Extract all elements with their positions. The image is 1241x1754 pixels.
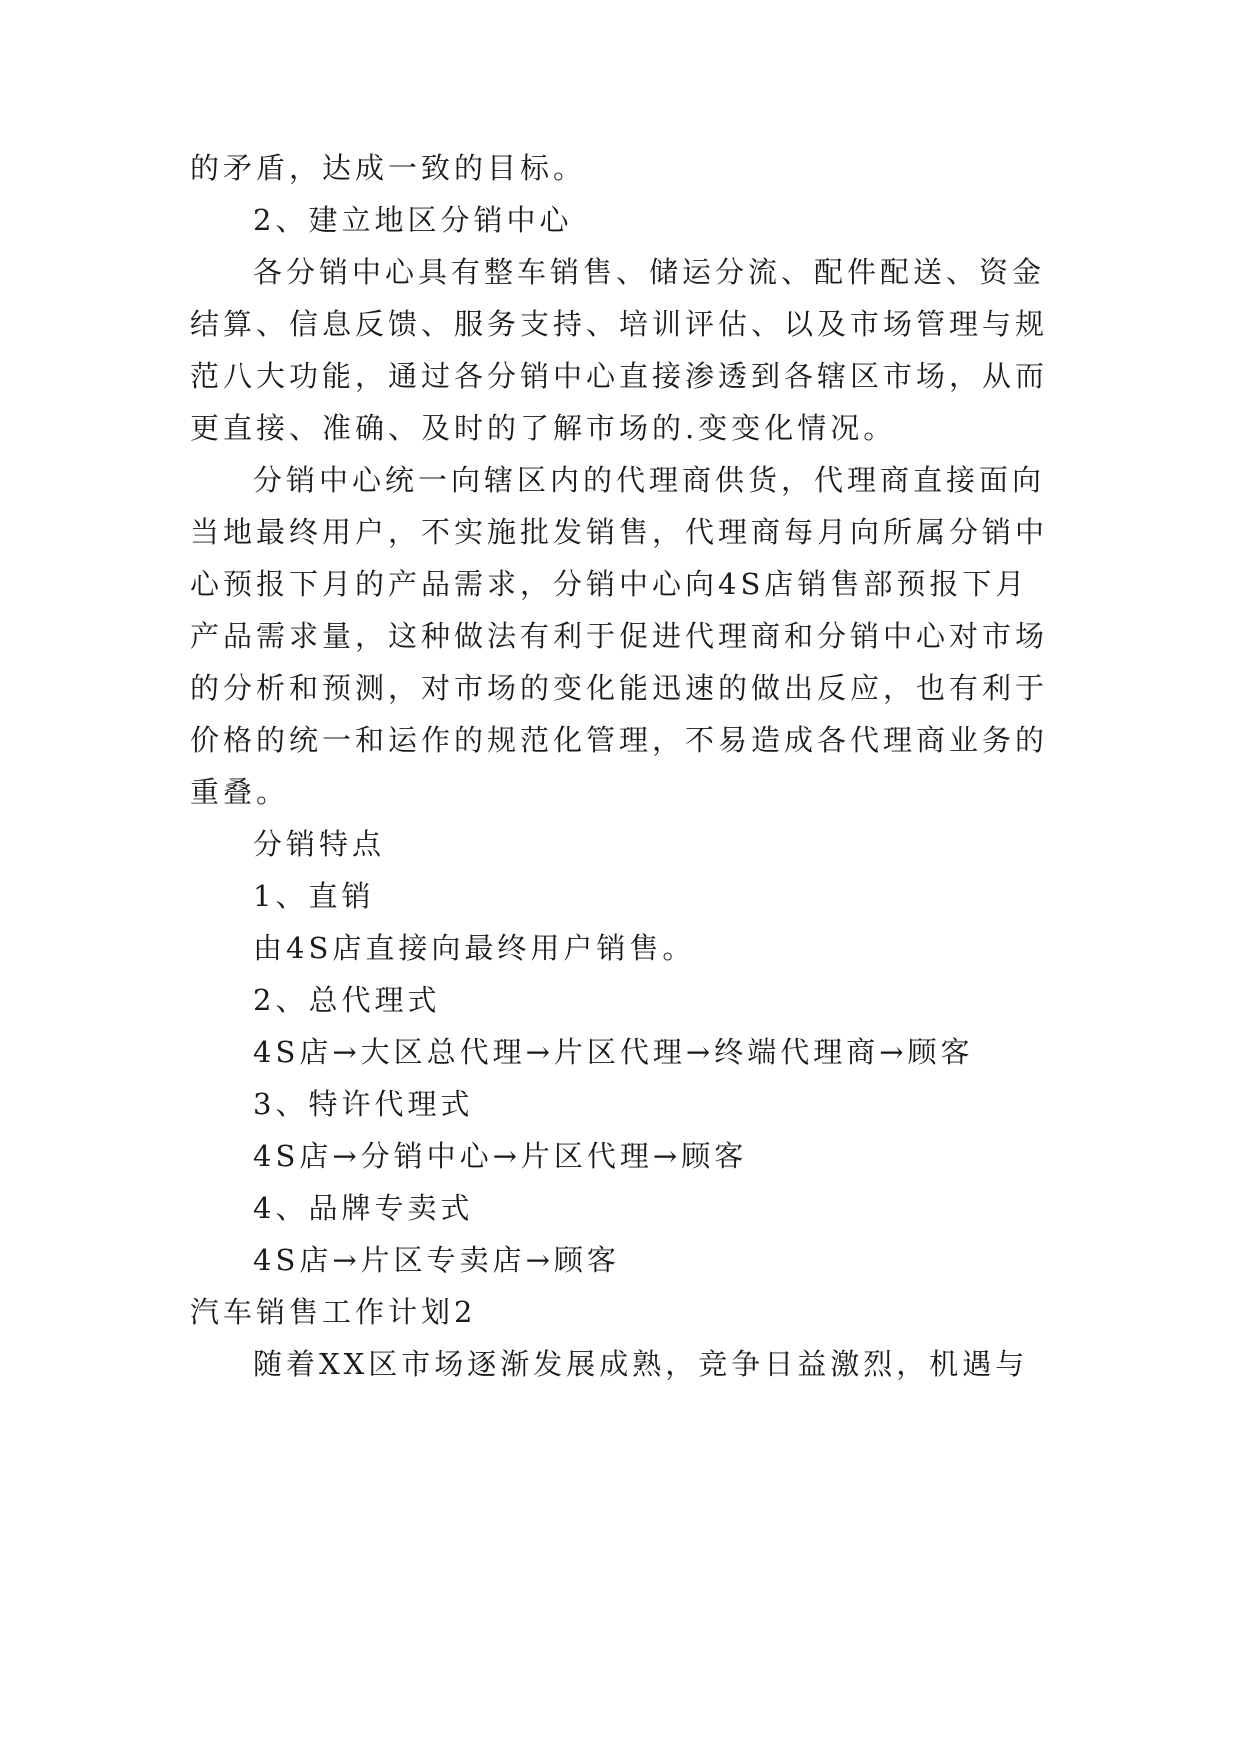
list-item-title: 2、总代理式 <box>253 983 441 1017</box>
text-line: 产品需求量，这种做法有利于促进代理商和分销中心对市场 <box>190 619 1049 653</box>
text-line: 心预报下月的产品需求，分销中心向4S店销售部预报下月 <box>190 567 1029 601</box>
list-item-text: 4S店→片区专卖店→顾客 <box>253 1243 620 1277</box>
text-line: 的矛盾，达成一致的目标。 <box>190 151 587 185</box>
list-item-title: 1、直销 <box>253 879 375 913</box>
list-item-text: 4S店→分销中心→片区代理→顾客 <box>253 1139 748 1173</box>
text-line: 结算、信息反馈、服务支持、培训评估、以及市场管理与规 <box>190 307 1049 341</box>
text-line: 重叠。 <box>190 775 290 809</box>
section-heading: 2、建立地区分销中心 <box>253 203 573 237</box>
text-line: 随着XX区市场逐渐发展成熟，竞争日益激烈，机遇与 <box>253 1347 1029 1381</box>
text-line: 更直接、准确、及时的了解市场的.变变化情况。 <box>190 411 897 445</box>
text-line: 的分析和预测，对市场的变化能迅速的做出反应，也有利于 <box>190 671 1049 705</box>
text-line: 各分销中心具有整车销售、储运分流、配件配送、资金 <box>253 255 1046 289</box>
text-line: 分销中心统一向辖区内的代理商供货，代理商直接面向 <box>253 463 1046 497</box>
list-item-title: 3、特许代理式 <box>253 1087 474 1121</box>
document-title: 汽车销售工作计划2 <box>190 1295 477 1329</box>
list-item-text: 由4S店直接向最终用户销售。 <box>253 931 696 965</box>
list-item-text: 4S店→大区总代理→片区代理→终端代理商→顾客 <box>253 1035 974 1069</box>
text-line: 价格的统一和运作的规范化管理，不易造成各代理商业务的 <box>190 723 1049 757</box>
text-line: 范八大功能，通过各分销中心直接渗透到各辖区市场，从而 <box>190 359 1049 393</box>
list-item-title: 4、品牌专卖式 <box>253 1191 474 1225</box>
text-line: 当地最终用户，不实施批发销售，代理商每月向所属分销中 <box>190 515 1049 549</box>
section-heading: 分销特点 <box>253 827 386 861</box>
